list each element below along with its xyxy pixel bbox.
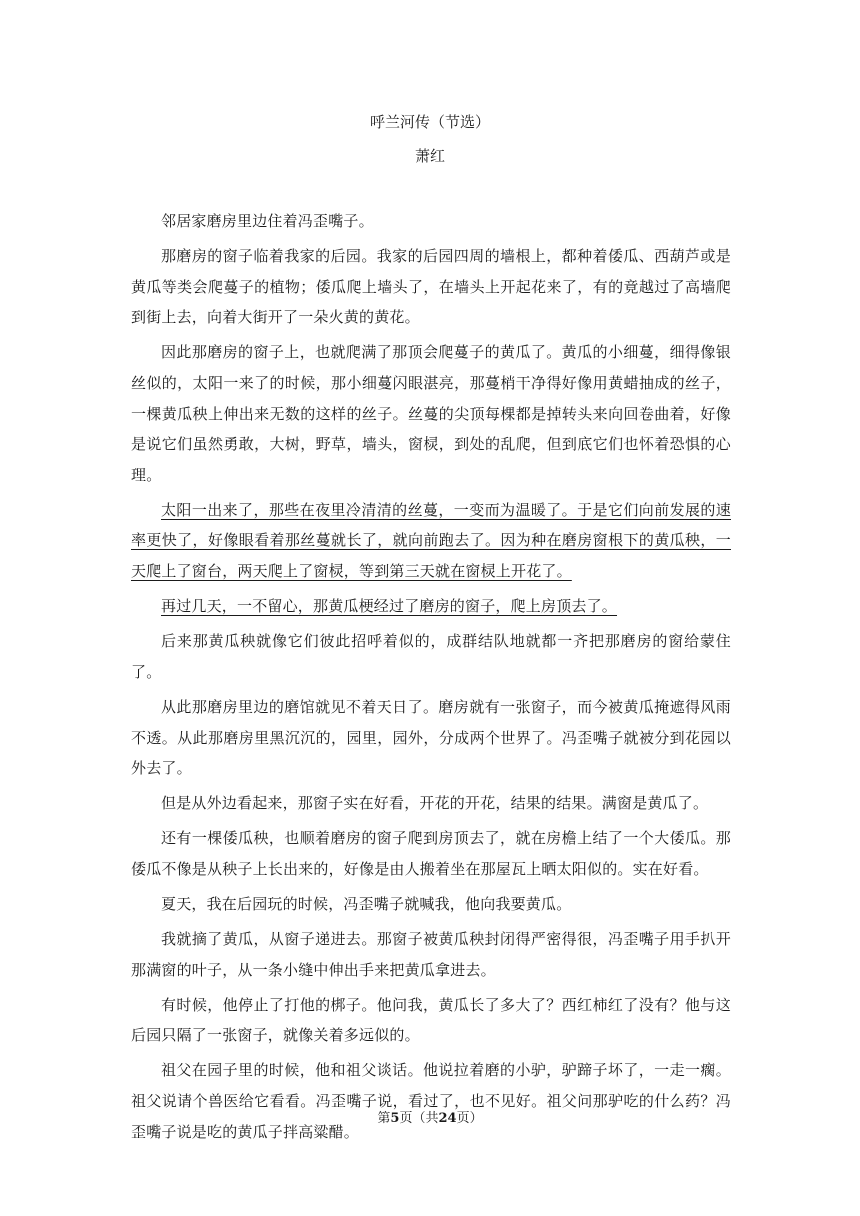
paragraph: 从此那磨房里边的磨馆就见不着天日了。磨房就有一张窗子，而今被黄瓜掩遮得风雨不透。从此那磨房里黑沉沉的，园里，园外，分成两个世界了。冯歪嘴子就被分到花园以外去了。 (131, 697, 731, 778)
page-footer (0, 1110, 860, 1128)
article-body (131, 206, 731, 1152)
paragraph: 祖父在园子里的时候，他和祖父谈话。他说拉着磨的小驴，驴蹄子坏了，一走一瘸。祖父说请个兽医给它看看。冯歪嘴子说，看过了，也不见好。祖父问那驴吃的什么药？冯歪嘴子说是吃的黄瓜子拌高粱醋。 (131, 1061, 731, 1141)
paragraph: 我就摘了黄瓜，从窗子递进去。那窗子被黄瓜秧封闭得严密得很，冯歪嘴子用手扒开那满窗的叶子，从一条小缝中伸出手来把黄瓜拿进去。 (131, 930, 731, 979)
paragraph: 邻居家磨房里边住着冯歪嘴子。 (161, 212, 374, 230)
paragraph: 因此那磨房的窗子上，也就爬满了那顶会爬蔓子的黄瓜了。黄瓜的小细蔓，细得像银丝似的，太阳一来了的时候，那小细蔓闪眼湛亮，那蔓梢干净得好像用黄蜡抽成的丝子，一棵黄瓜秧上伸出来无数的这样的丝子。丝蔓的尖顶每棵都是掉转头来向回卷曲着，好像是说它们虽然勇敢，大树，野草，墙头，窗棂，到处的乱爬，但到底它们也怀着恐惧的心理。 (131, 343, 731, 484)
document-author: 萧红 (414, 147, 445, 165)
paragraph: 再过几天，一不留心，那黄瓜梗经过了磨房的窗子，爬上房顶去了。 (161, 597, 618, 616)
document-title: 呼兰河传（节选） (369, 113, 490, 131)
paragraph: 那磨房的窗子临着我家的后园。我家的后园四周的墙根上，都种着倭瓜、西葫芦或是黄瓜等类会爬蔓子的植物；倭瓜爬上墙头了，在墙头上开起花来了，有的竟越过了高墙爬到街上去，向着大街开了一朵火黄的黄花。 (131, 247, 731, 327)
footer-total-pages: 24 (438, 1111, 457, 1126)
paragraph: 有时候，他停止了打他的梆子。他问我，黄瓜长了多大了？西红柿红了没有？他与这后园只隔了一张窗子，就像关着多远似的。 (131, 995, 731, 1045)
paragraph: 太阳一出来了，那些在夜里冷清清的丝蔓，一变而为温暖了。于是它们向前发展的速率更快了，好像眼看着那丝蔓就长了，就向前跑去了。因为种在磨房窗根下的黄瓜秧，一天爬上了窗台，两天爬上了窗棂，等到第三天就在窗棂上开花了。 (131, 500, 731, 581)
paragraph: 后来那黄瓜秧就像它们彼此招呼着似的，成群结队地就都一齐把那磨房的窗给蒙住了。 (131, 632, 731, 681)
footer-middle: 页（共 (399, 1111, 439, 1126)
paragraph: 但是从外边看起来，那窗子实在好看，开花的开花，结果的结果。满窗是黄瓜了。 (161, 794, 709, 813)
footer-prefix: 第 (377, 1111, 391, 1126)
paragraph: 还有一棵倭瓜秧，也顺着磨房的窗子爬到房顶去了，就在房檐上结了一个大倭瓜。那倭瓜不像是从秧子上长出来的，好像是由人搬着坐在那屋瓦上晒太阳似的。实在好看。 (131, 829, 731, 878)
footer-suffix: 页） (456, 1111, 483, 1126)
footer-page-number: 5 (390, 1111, 400, 1126)
paragraph: 夏天，我在后园玩的时候，冯歪嘴子就喊我，他向我要黄瓜。 (161, 894, 572, 913)
